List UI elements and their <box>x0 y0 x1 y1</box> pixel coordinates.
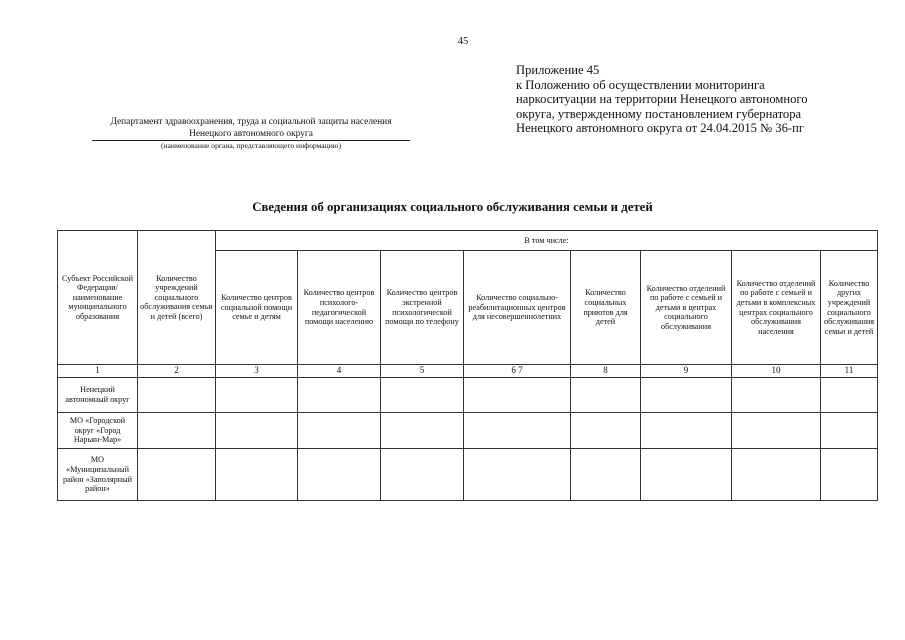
column-header: Субъект Российской Федерации/ наименование муниципального образования <box>58 231 138 365</box>
data-cell <box>821 413 878 449</box>
column-header: Количество центров экстренной психологической помощи по телефону <box>381 251 464 365</box>
data-cell <box>138 413 216 449</box>
appendix-line: округа, утвержденному постановлением губернатора <box>516 106 802 121</box>
department-name-line1: Департамент здравоохранения, труда и социальной защиты населения <box>110 117 392 127</box>
data-cell <box>216 378 298 413</box>
data-cell <box>464 378 571 413</box>
row-label: МО «Муниципальный район «Заполярный район» <box>58 449 138 501</box>
data-cell <box>821 378 878 413</box>
data-cell <box>381 449 464 501</box>
report-table <box>57 230 878 501</box>
data-cell <box>732 378 821 413</box>
data-cell <box>298 449 381 501</box>
column-header: Количество отделений по работе с семьей и детьми в центрах социального обслуживания <box>641 251 732 365</box>
column-number: 3 <box>216 365 298 378</box>
column-number: 11 <box>821 365 878 378</box>
page-number: 45 <box>457 36 469 47</box>
column-header: Количество центров психолого-педагогической помощи населению <box>298 251 381 365</box>
appendix-line: наркоситуации на территории Ненецкого автономного <box>516 92 808 107</box>
table-row <box>58 413 878 449</box>
data-cell <box>641 449 732 501</box>
data-cell <box>571 378 641 413</box>
data-cell <box>641 413 732 449</box>
appendix-line: к Положению об осуществлении мониторинга <box>516 77 765 92</box>
column-header: Количество социальных приютов для детей <box>571 251 641 365</box>
table-row <box>58 378 878 413</box>
column-number: 2 <box>138 365 216 378</box>
data-cell <box>821 449 878 501</box>
department-caption: (наименование органа, представляющего информацию) <box>160 141 342 150</box>
data-cell <box>571 413 641 449</box>
data-cell <box>732 413 821 449</box>
data-cell <box>641 378 732 413</box>
data-cell <box>464 449 571 501</box>
column-number: 4 <box>298 365 381 378</box>
column-header: Количество учреждений социального обслуживания семьи и детей (всего) <box>138 231 216 365</box>
data-cell <box>571 449 641 501</box>
data-cell <box>298 378 381 413</box>
column-header: Количество центров социальной помощи семье и детям <box>216 251 298 365</box>
data-cell <box>381 413 464 449</box>
department-name-line2: Ненецкого автономного округа <box>92 129 410 142</box>
column-header: Количество социально-реабилитационных центров для несовершеннолетних <box>464 251 571 365</box>
subheader-including: В том числе: <box>216 231 878 251</box>
data-cell <box>464 413 571 449</box>
column-number: 10 <box>732 365 821 378</box>
column-number: 9 <box>641 365 732 378</box>
data-cell <box>138 378 216 413</box>
data-cell <box>216 449 298 501</box>
appendix-line: Приложение 45 <box>516 63 600 77</box>
data-cell <box>381 378 464 413</box>
column-number: 1 <box>58 365 138 378</box>
data-cell <box>732 449 821 501</box>
column-header: Количество отделений по работе с семьей и детьми в комплексных центрах социального обслуживания населения <box>732 251 821 365</box>
row-label: МО «Городской округ «Город Нарьян-Мар» <box>58 413 138 449</box>
data-cell <box>216 413 298 449</box>
department-block <box>82 117 420 151</box>
appendix-line: Ненецкого автономного округа от 24.04.2015 № 36-пг <box>516 121 804 136</box>
row-label: Ненецкий автономный округ <box>58 378 138 413</box>
table-title: Сведения об организациях социального обслуживания семьи и детей <box>252 200 653 214</box>
data-cell <box>138 449 216 501</box>
column-number: 5 <box>381 365 464 378</box>
column-header: Количество других учреждений социального обслуживания семьи и детей <box>821 251 878 365</box>
data-cell <box>298 413 381 449</box>
table-row <box>58 449 878 501</box>
appendix-block <box>516 63 896 136</box>
column-number: 6 7 <box>464 365 571 378</box>
column-number: 8 <box>571 365 641 378</box>
